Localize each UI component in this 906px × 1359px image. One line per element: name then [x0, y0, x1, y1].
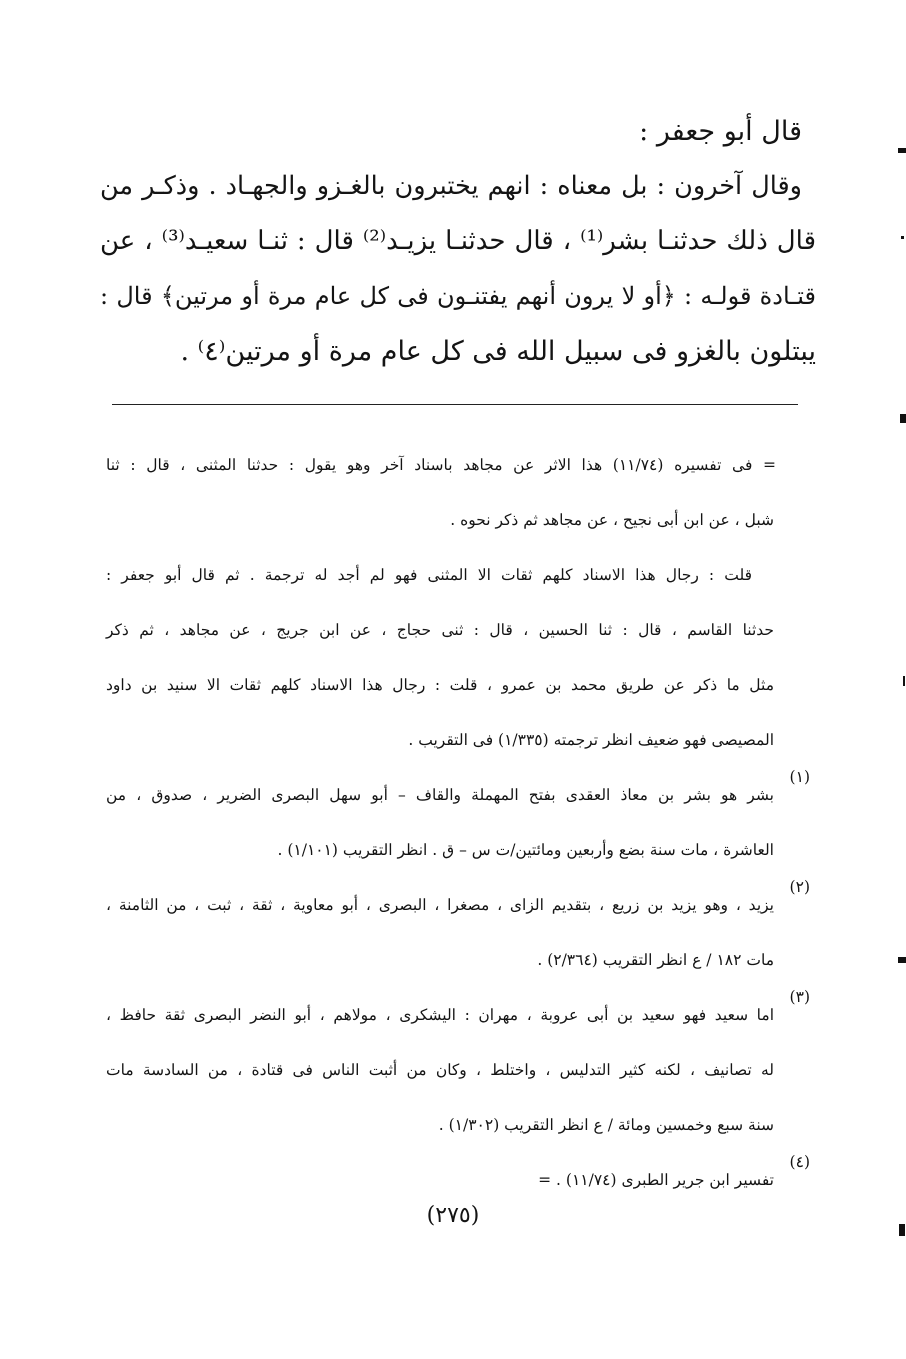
scan-mark — [901, 236, 904, 239]
scan-mark — [903, 676, 905, 686]
footnote-1-number: (١) — [789, 768, 810, 786]
footnote-3-line-3: سنة سبع وخمسين ومائة / ع انظر التقريب (١/٣٠٢) . — [438, 1116, 774, 1134]
main-line-2: قال ذلك حدثنـا بشر⁽¹⁾ ، قال حدثنـا يزيـد⁽²⁾ قال : ثنـا سعيـد⁽³⁾ ، عن — [100, 226, 817, 256]
footnote-4-line-1: تفسير ابن جرير الطبرى (١١/٧٤) . = — [538, 1171, 774, 1189]
footnote-2-line-2: مات ١٨٢ / ع انظر التقريب (٢/٣٦٤) . — [537, 951, 774, 969]
footnote-3-line-2: له تصانيف ، لكنه كثير التدليس ، واختلط ، وكان من أثبت الناس فى قتادة ، من السادسة مات — [106, 1061, 774, 1079]
footnote-4-number: (٤) — [789, 1153, 810, 1171]
footnote-3 — [106, 988, 810, 1153]
scan-mark — [898, 148, 906, 153]
footnote-separator — [112, 404, 798, 405]
main-line-1: وقال آخرون : بل معناه : انهم يختبرون بالغـزو والجهـاد . وذكـر من — [100, 171, 802, 201]
scan-mark — [900, 414, 906, 423]
footnotes — [106, 438, 810, 1208]
comment-line-3: مثل ما ذكر عن طريق محمد بن عمرو ، قلت : رجال هذا الاسناد كلهم ثقات الا سنيد بن داود — [106, 676, 774, 694]
main-line-3: قتـادة قولـه : ﴿أو لا يرون أنهم يفتنـون فى كل عام مرة أو مرتين﴾ قال : — [100, 282, 816, 310]
main-line-4: يبتلون بالغزو فى سبيل الله فى كل عام مرة أو مرتين⁽٤⁾ . — [180, 336, 816, 367]
footnote-3-number: (٣) — [789, 988, 810, 1006]
scan-mark — [899, 1224, 905, 1236]
comment-line-4: المصيصى فهو ضعيف انظر ترجمته (١/٣٣٥) فى التقريب . — [408, 731, 774, 749]
footnote-1-line-1: بشر هو بشر بن معاذ العقدى بفتح المهملة والقاف – أبو سهل البصرى الضرير ، صدوق ، من — [106, 786, 774, 804]
footnote-1 — [106, 768, 810, 878]
footnote-continuation-line-1: = فى تفسيره (١١/٧٤) هذا الاثر عن مجاهد باسناد آخر وهو يقول : حدثنا المثنى ، قال : ثنا — [106, 456, 777, 474]
footnote-2-number: (٢) — [789, 878, 810, 896]
main-heading: قال أبو جعفر : — [639, 116, 802, 147]
page-number: (٢٧٥) — [426, 1203, 480, 1228]
footnote-3-line-1: اما سعيد فهو سعيد بن أبى عروبة ، مهران : اليشكرى ، مولاهم ، أبو النضر البصرى ثقة حافظ ، — [106, 1006, 774, 1024]
comment-line-1: قلت : رجال هذا الاسناد كلهم ثقات الا المثنى فهو لم أجد له ترجمة . ثم قال أبو جعفر : — [106, 566, 752, 584]
comment-line-2: حدثنا القاسم ، قال : ثنا الحسين ، قال : ثنى حجاج ، عن ابن جريج ، عن مجاهد ، ثم ذكر — [106, 621, 774, 639]
footnote-1-line-2: العاشرة ، مات سنة بضع وأربعين ومائتين/ت س – ق . انظر التقريب (١/١٠١) . — [277, 841, 774, 859]
main-text — [100, 104, 816, 379]
footnote-2 — [106, 878, 810, 988]
footnote-4 — [106, 1153, 810, 1208]
footnote-continuation-line-2: شبل ، عن ابن أبى نجيح ، عن مجاهد ثم ذكر نحوه . — [450, 511, 774, 529]
footnote-2-line-1: يزيد ، وهو يزيد بن زريع ، بتقديم الزاى ، مصغرا ، البصرى ، أبو معاوية ، ثقة ، ثبت ، من الثامنة ، — [106, 896, 774, 914]
scan-mark — [898, 957, 906, 963]
